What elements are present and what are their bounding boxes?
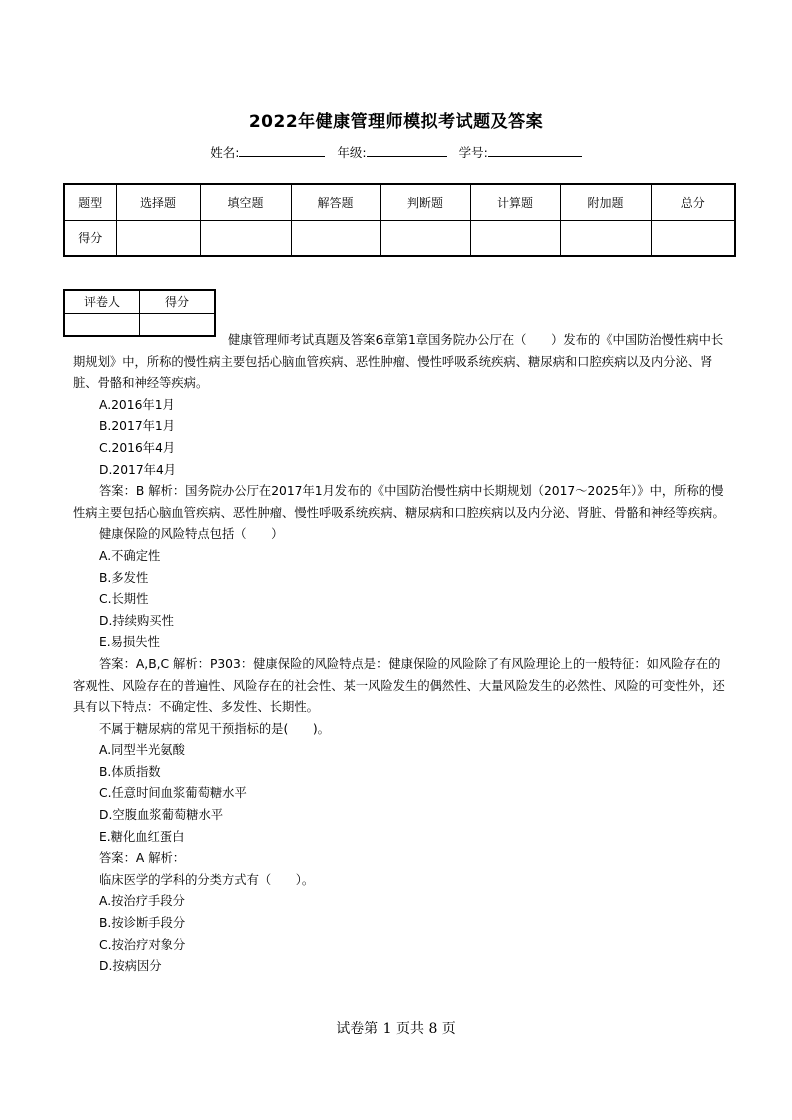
answer-explanation: 答案：A,B,C 解析：P303：健康保险的风险特点是：健康保险的风险除了有风险理论上的一般特征：如风险存在的客观性、风险存在的普遍性、风险存在的社会性、某一风险发生的偶然性、大量风险发生的必然性、风险的可变性外，还具有以下特点：不确定性、多发性、长期性。: [73, 656, 725, 715]
header-cell: 总分: [651, 184, 735, 220]
header-cell: 填空题: [200, 184, 291, 220]
score-table-score-row: [64, 220, 735, 256]
option: D.持续购买性: [99, 613, 174, 628]
grade-field[interactable]: [367, 144, 447, 157]
header-cell: 选择题: [116, 184, 200, 220]
option: C.按治疗对象分: [99, 937, 186, 952]
option: B.2017年1月: [99, 419, 176, 434]
option: C.任意时间血浆葡萄糖水平: [99, 786, 247, 801]
option: A.2016年1月: [99, 397, 175, 412]
option: C.2016年4月: [99, 440, 176, 455]
answer-explanation: 答案：B 解析：国务院办公厅在2017年1月发布的《中国防治慢性病中长期规划（2017～2025年）》中，所称的慢性病主要包括心脑血管疾病、恶性肿瘤、慢性呼吸系统疾病、糖尿病和口腔疾病以及内分泌、肾脏、骨骼和神经等疾病。: [73, 484, 725, 520]
grader-label: 评卷人: [64, 290, 140, 313]
score-table: [63, 183, 736, 257]
header-cell: 计算题: [470, 184, 560, 220]
option: D.2017年4月: [99, 462, 177, 477]
page-footer: 试卷第 1 页共 8 页: [336, 1021, 456, 1037]
score-row-label: 得分: [64, 220, 116, 256]
grader-score-label: 得分: [140, 290, 216, 313]
option: A.同型半光氨酸: [99, 743, 185, 758]
student-id-label: 学号:: [458, 145, 488, 160]
score-cell[interactable]: [651, 220, 735, 256]
option: D.按病因分: [99, 959, 162, 974]
option: E.糖化血红蛋白: [99, 829, 185, 844]
question-stem: 健康保险的风险特点包括（ ）: [99, 527, 284, 542]
student-id-field[interactable]: [488, 144, 582, 157]
question-stem: 健康管理师考试真题及答案6章第1章国务院办公厅在（ ）发布的《中国防治慢性病中长期规划》中，所称的慢性病主要包括心脑血管疾病、恶性肿瘤、慢性呼吸系统疾病、糖尿病和口腔疾病以及内分泌、肾脏、骨骼和神经等疾病。: [73, 333, 724, 391]
student-info-line: [0, 143, 792, 161]
score-cell[interactable]: [470, 220, 560, 256]
question-stem: 临床医学的学科的分类方式有（ ）。: [99, 872, 315, 887]
score-cell[interactable]: [560, 220, 651, 256]
page-title: 2022年健康管理师模拟考试题及答案: [248, 112, 544, 132]
option: B.按诊断手段分: [99, 916, 186, 931]
name-field[interactable]: [239, 144, 325, 157]
score-cell[interactable]: [380, 220, 470, 256]
option: D.空腹血浆葡萄糖水平: [99, 808, 224, 823]
option: A.不确定性: [99, 548, 161, 563]
score-table-header-row: [64, 184, 735, 220]
score-cell[interactable]: [200, 220, 291, 256]
question-stem: 不属于糖尿病的常见干预指标的是( )。: [99, 721, 330, 736]
option: C.长期性: [99, 592, 149, 607]
grade-label: 年级:: [337, 145, 367, 160]
question-content: [73, 330, 728, 978]
score-cell[interactable]: [291, 220, 380, 256]
score-cell[interactable]: [116, 220, 200, 256]
option: B.体质指数: [99, 764, 161, 779]
header-cell: 附加题: [560, 184, 651, 220]
header-cell: 解答题: [291, 184, 380, 220]
option: B.多发性: [99, 570, 149, 585]
header-cell: 判断题: [380, 184, 470, 220]
option: A.按治疗手段分: [99, 894, 185, 909]
option: E.易损失性: [99, 635, 160, 650]
header-cell: 题型: [64, 184, 116, 220]
answer-explanation: 答案：A 解析：: [99, 851, 186, 866]
name-label: 姓名:: [210, 145, 240, 160]
